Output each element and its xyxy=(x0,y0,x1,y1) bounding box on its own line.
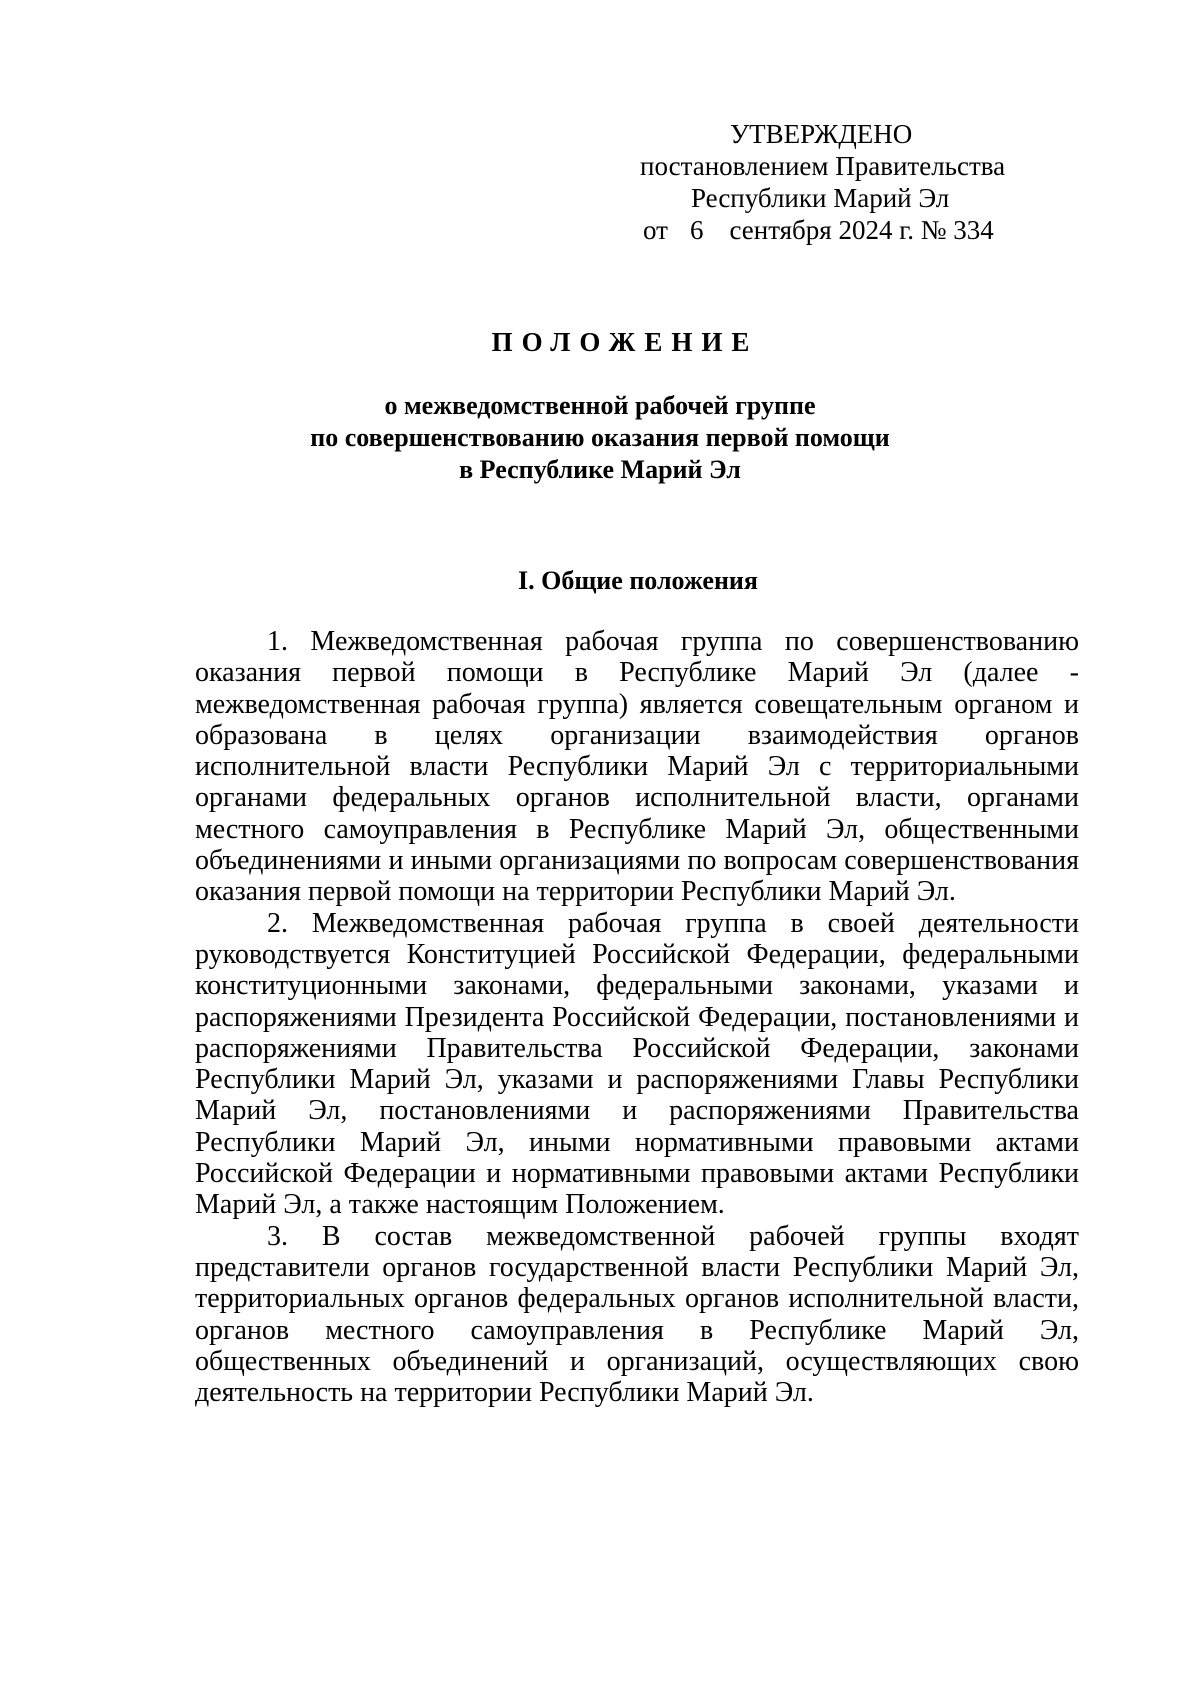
approval-day: 6 xyxy=(689,215,704,245)
section-body xyxy=(195,626,1079,1408)
approval-heading: УТВЕРЖДЕНО xyxy=(730,119,913,149)
approval-date-number: сентября 2024 г. № 334 xyxy=(729,215,994,245)
approval-region-line: Республики Марий Эл xyxy=(691,183,950,213)
section-heading: I. Общие положения xyxy=(518,566,758,595)
paragraph-1: 1. Межведомственная рабочая группа по совершенствованию оказания первой помощи в Республике Марий Эл (далее - межведомственная рабочая группа) является совещательным органом и образована в целях организации взаимодействия органов исполнительной власти Республики Марий Эл с территориальными органами федеральных органов исполнительной власти, органами местного самоуправления в Республике Марий Эл, общественными объединениями и иными организациями по вопросам совершенствования оказания первой помощи на территории Республики Марий Эл. xyxy=(195,626,1079,908)
subtitle-line: о межведомственной рабочей группе xyxy=(384,391,816,420)
approval-stamp-block xyxy=(640,118,1020,246)
paragraph-2: 2. Межведомственная рабочая группа в своей деятельности руководствуется Конституцией Российской Федерации, федеральными конституционными законами, федеральными законами, указами и распоряжениями Президента Российской Федерации, постановлениями и распоряжениями Правительства Российской Федерации, законами Республики Марий Эл, указами и распоряжениями Главы Республики Марий Эл, постановлениями и распоряжениями Правительства Республики Марий Эл, иными нормативными правовыми актами Российской Федерации и нормативными правовыми актами Республики Марий Эл, а также настоящим Положением. xyxy=(195,907,1079,1221)
subtitle-line: в Республике Марий Эл xyxy=(459,455,741,484)
approval-from-word: от xyxy=(643,215,668,245)
paragraph-3: 3. В состав межведомственной рабочей группы входят представители органов государственной власти Республики Марий Эл, территориальных органов федеральных органов исполнительной власти, органов местного самоуправления в Республике Марий Эл, общественных объединений и организаций, осуществляющих свою деятельность на территории Республики Марий Эл. xyxy=(195,1220,1079,1409)
approval-issuer-line: постановлением Правительства xyxy=(640,151,1006,181)
document-subtitle xyxy=(200,390,1000,486)
approval-date-line xyxy=(640,214,1020,246)
document-title: ПОЛОЖЕНИЕ xyxy=(491,327,759,357)
subtitle-line: по совершенствованию оказания первой помощи xyxy=(310,423,890,452)
